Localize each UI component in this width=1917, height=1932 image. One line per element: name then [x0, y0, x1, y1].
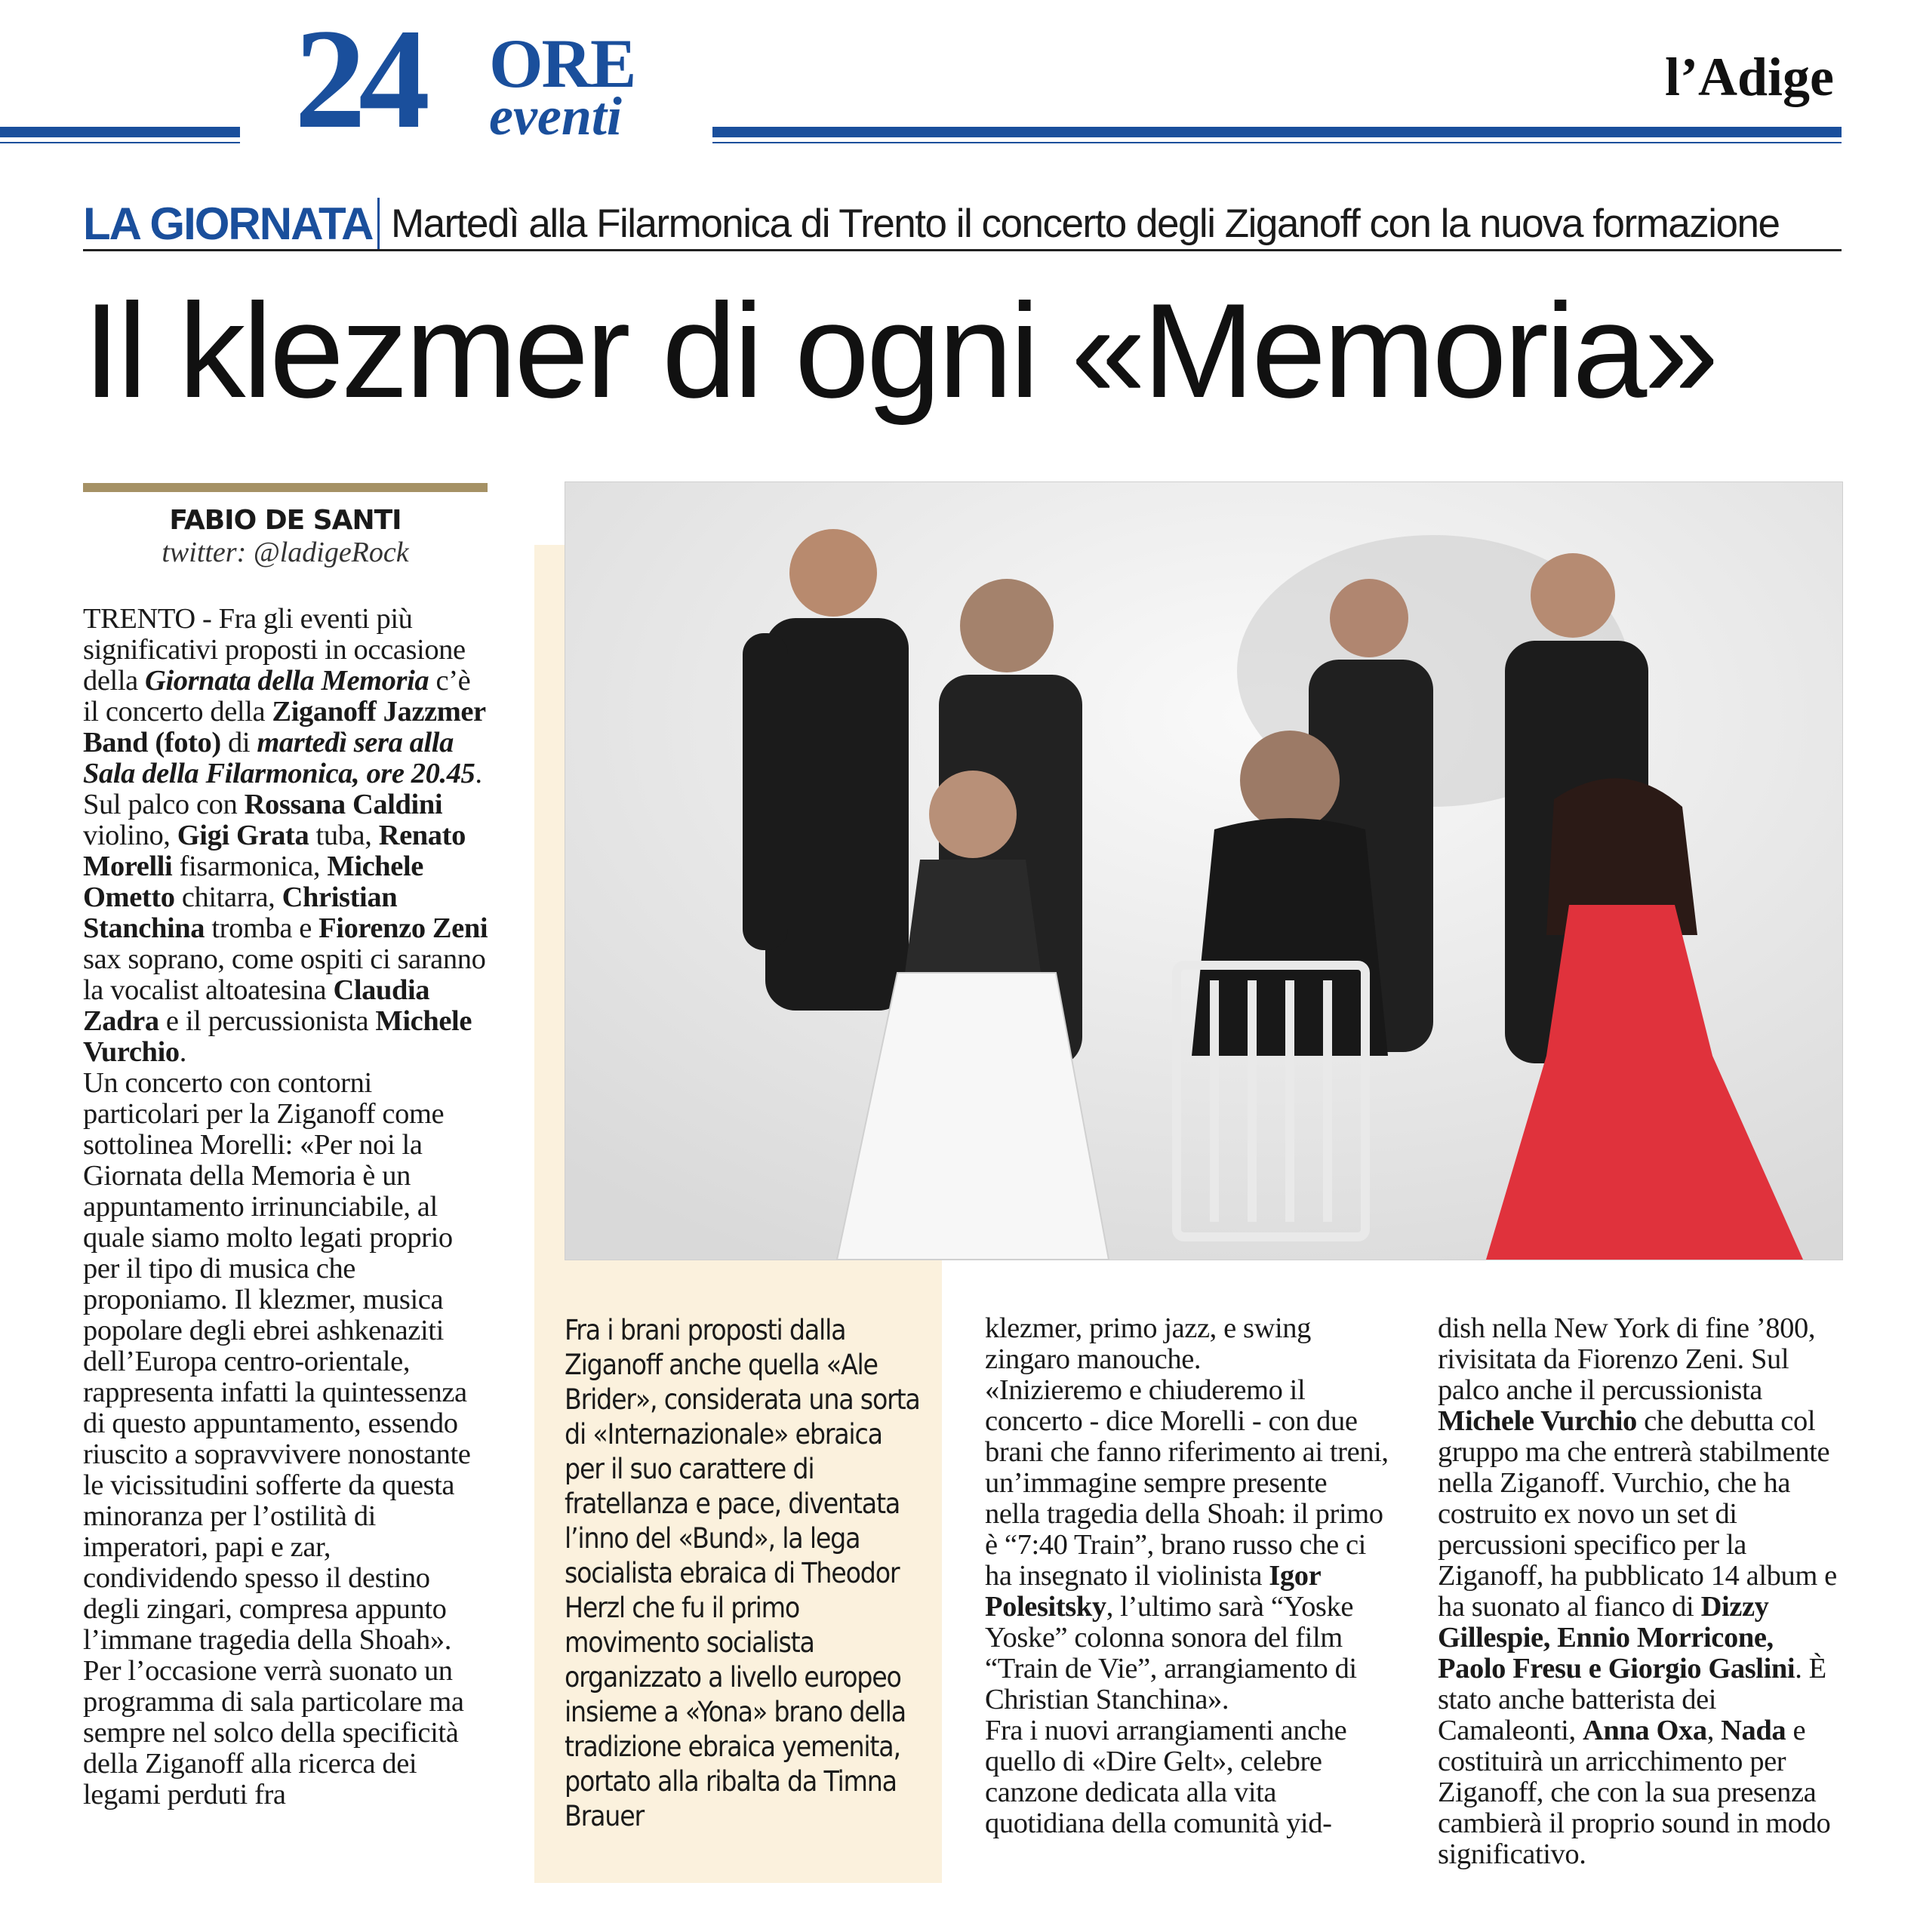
- paragraph-6: Fra i nuovi arrangiamenti anche quello di «Dire Gelt», celebre canzone dedicata alla vita quotidiana della comunità yid-: [985, 1715, 1347, 1839]
- masthead-rule-left-thin: [0, 142, 240, 143]
- paragraph-7: dish nella New York di fine ’800, rivisitata da Fiorenzo Zeni. Sul palco anche il percussionista Michele Vurchio che debutta col gruppo ma che entrerà stabilmente nella Ziganoff. Vurchio, che ha costruito ex novo un set di percussioni specifico per la Ziganoff, ha pubblicato 14 album e ha suonato al fianco di Dizzy Gillespie, Ennio Morricone, Paolo Fresu e Giorgio Gaslini. È stato anche batterista dei Camaleonti, Anna Oxa, Nada e costituirà un arricchimento per Ziganoff, che con la sua presenza cambierà il proprio sound in modo significativo.: [1438, 1312, 1837, 1870]
- masthead-rule-left: [0, 127, 240, 137]
- paragraph-3: Per l’occasione verrà suonato un programma di sala particolare ma sempre nel solco della specificità della Ziganoff alla ricerca dei legami perduti fra: [83, 1655, 464, 1810]
- kicker-rule: [83, 249, 1842, 251]
- paragraph-2: Un concerto con contorni particolari per la Ziganoff come sottolinea Morelli: «Per noi la Giornata della Memoria è un appuntamento irrinunciabile, al quale siamo molto legati proprio per il tipo di musica che proponiamo. Il klezmer, musica popolare degli ebrei ashkenaziti dell’Europa centro-orientale, rappresenta infatti la quintessenza di questo appuntamento, essendo riuscito a sopravvivere nonostante le vicissitudini sofferte da questa minoranza per l’ostilità di imperatori, papi e zar, condividendo spesso il destino degli zingari, compresa appunto l’immane tragedia della Shoah».: [83, 1067, 471, 1656]
- section-logo-eventi: eventi: [489, 86, 622, 146]
- paragraph-4: klezmer, primo jazz, e swing zingaro manouche.: [985, 1312, 1311, 1375]
- byline-author: FABIO DE SANTI: [169, 505, 402, 536]
- section-logo-ore: ORE: [489, 25, 635, 102]
- masthead-rule-right: [712, 127, 1842, 137]
- sidebar-text: Fra i brani proposti dalla Ziganoff anche quella «Ale Brider», considerata una sorta di «Internazionale» ebraica per il suo carattere di fratellanza e pace, diventata l’inno del «Bund», la lega socialista ebraica di Theodor Herzl che fu il primo movimento socialista organizzato a livello europeo insieme a «Yona» brano della tradizione ebraica yemenita, portato alla ribalta da Timna Brauer: [565, 1314, 920, 1832]
- article-column-1: [83, 604, 491, 1810]
- kicker-separator: [377, 198, 380, 251]
- band-photo-illustration: [565, 482, 1842, 1260]
- kicker-text: Martedì alla Filarmonica di Trento il concerto degli Ziganoff con la nuova formazione: [391, 202, 1780, 246]
- headline: Il klezmer di ogni «Memoria»: [83, 275, 1716, 426]
- kicker-label: LA GIORNATA: [83, 198, 373, 249]
- byline-twitter: twitter: @ladigeRock: [162, 537, 409, 568]
- byline-rule: [83, 483, 488, 492]
- paragraph-5: «Inizieremo e chiuderemo il concerto - dice Morelli - con due brani che fanno riferimento ai treni, un’immagine sempre presente nella tragedia della Shoah: il primo è “7:40 Train”, brano russo che ci ha insegnato il violinista Igor Polesitsky, l’ultimo sarà “Yoske Yoske” colonna sonora del film “Train de Vie”, arrangiamento di Christian Stanchina».: [985, 1374, 1389, 1715]
- article-column-3: [985, 1313, 1389, 1839]
- paragraph-1: TRENTO - Fra gli eventi più significativi proposti in occasione della Giornata della Memoria c’è il concerto della Ziganoff Jazzmer Band (foto) di martedì sera alla Sala della Filarmonica, ore 20.45. Sul palco con Rossana Caldini violino, Gigi Grata tuba, Renato Morelli fisarmonica, Michele Ometto chitarra, Christian Stanchina tromba e Fiorenzo Zeni sax soprano, come ospiti ci saranno la vocalist altoatesina Claudia Zadra e il percussionista Michele Vurchio.: [83, 603, 488, 1068]
- band-photo: [565, 481, 1843, 1260]
- article-column-4: [1438, 1313, 1842, 1870]
- section-logo-number: 24: [294, 0, 423, 158]
- newspaper-name: l’Adige: [1665, 47, 1834, 107]
- masthead-rule-right-thin: [712, 142, 1842, 143]
